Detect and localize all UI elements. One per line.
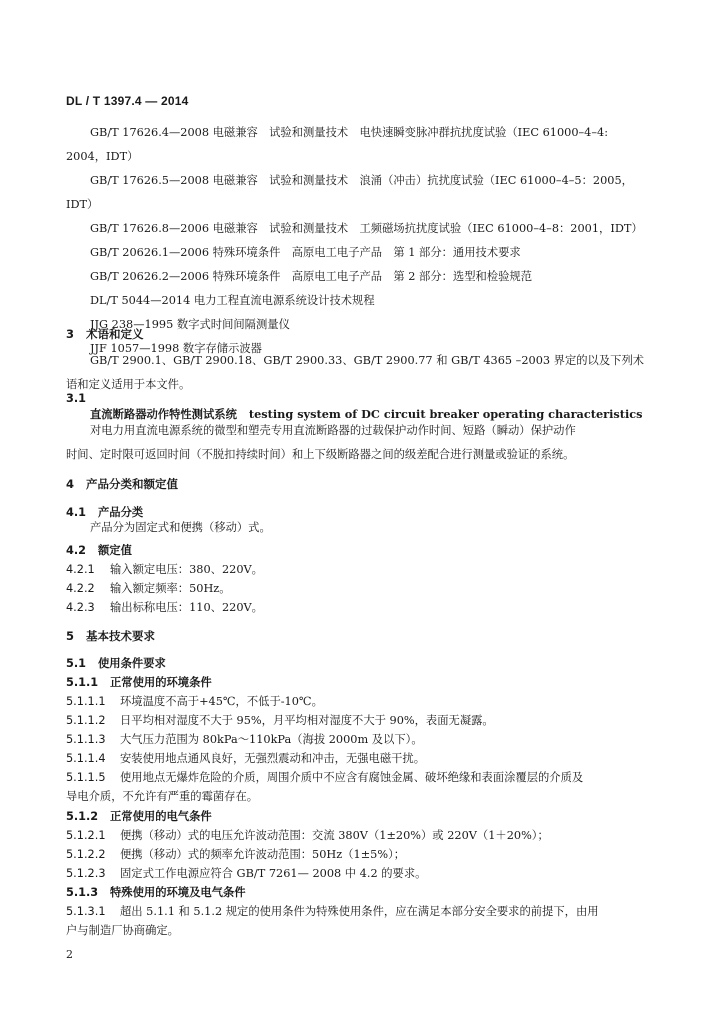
subsection-5-1-heading: 5.1 使用条件要求 xyxy=(66,657,166,670)
environment-item: 5.1.1.3 大气压力范围为 80kPa～110kPa（海拔 2000m 及以下）。 xyxy=(66,733,423,746)
reference-continuation: IDT） xyxy=(66,198,99,211)
section-4-heading: 4 产品分类和额定值 xyxy=(66,477,178,491)
special-condition-continuation: 户与制造厂协商确定。 xyxy=(66,924,179,937)
reference-item: GB/T 20626.1—2006 特殊环境条件 高原电工电子产品 第 1 部分：通用技术要求 xyxy=(90,246,521,259)
reference-item: GB/T 17626.8—2006 电磁兼容 试验和测量技术 工频磁场抗扰度试验（IEC 61000–4–8：2001，IDT） xyxy=(90,222,643,235)
electrical-item: 5.1.2.1 便携（移动）式的电压允许波动范围：交流 380V（1±20%）或 220V（1＋20%）； xyxy=(66,829,549,842)
term-definition: 对电力用直流电源系统的微型和塑壳专用直流断路器的过载保护动作时间、短路（瞬动）保护动作 时间、定时限可返回时间（不脱扣持续时间）和上下级断路器之间的级差配合进行测量或验证的系统。 xyxy=(66,424,576,461)
subsection-4-1-heading: 4.1 产品分类 xyxy=(66,506,144,519)
reference-item: JJG 238—1995 数字式时间间隔测量仪 xyxy=(90,318,290,331)
reference-item: JJF 1057—1998 数字存储示波器 xyxy=(90,342,262,355)
environment-item: 5.1.1.5 使用地点无爆炸危险的介质，周围介质中不应含有腐蚀金属、破坏绝缘和表面涂覆层的介质及 xyxy=(66,771,584,784)
reference-continuation: 2004，IDT） xyxy=(66,150,139,163)
subsection-5-1-3-heading: 5.1.3 特殊使用的环境及电气条件 xyxy=(66,886,246,899)
section-3-intro: GB/T 2900.1、GB/T 2900.18、GB/T 2900.33、GB/T 2900.77 和 GB/T 4365 –2003 界定的以及下列术 语和定义适用于本文件。 xyxy=(66,354,645,391)
environment-item-continuation: 导电介质，不允许有严重的霉菌存在。 xyxy=(66,790,259,803)
rating-item: 4.2.3 输出标称电压：110、220V。 xyxy=(66,601,263,614)
rating-item: 4.2.1 输入额定电压：380、220V。 xyxy=(66,563,263,576)
term-number: 3.1 xyxy=(66,392,87,405)
special-condition-item: 5.1.3.1 超出 5.1.1 和 5.1.2 规定的使用条件为特殊使用条件，应在满足本部分安全要求的前提下，由用 xyxy=(66,905,599,918)
subsection-5-1-2-heading: 5.1.2 正常使用的电气条件 xyxy=(66,810,212,823)
subsection-4-1-text: 产品分为固定式和便携（移动）式。 xyxy=(90,521,271,534)
environment-item: 5.1.1.1 环境温度不高于+45℃，不低于-10℃。 xyxy=(66,695,323,708)
page-number: 2 xyxy=(66,948,73,961)
subsection-5-1-1-heading: 5.1.1 正常使用的环境条件 xyxy=(66,676,212,689)
reference-item: GB/T 20626.2—2006 特殊环境条件 高原电工电子产品 第 2 部分：选型和检验规范 xyxy=(90,270,533,283)
section-3-heading: 3 术语和定义 xyxy=(66,327,144,341)
standard-header: DL / T 1397.4 — 2014 xyxy=(66,94,189,108)
reference-item: DL/T 5044—2014 电力工程直流电源系统设计技术规程 xyxy=(90,294,375,307)
term-title: 直流断路器动作特性测试系统 testing system of DC circuit breaker operating characteristics xyxy=(90,407,643,421)
reference-item: GB/T 17626.4—2008 电磁兼容 试验和测量技术 电快速瞬变脉冲群抗扰度试验（IEC 61000–4–4: xyxy=(90,126,609,139)
electrical-item: 5.1.2.2 便携（移动）式的频率允许波动范围：50Hz（1±5%）； xyxy=(66,848,406,861)
subsection-4-2-heading: 4.2 额定值 xyxy=(66,544,132,557)
electrical-item: 5.1.2.3 固定式工作电源应符合 GB/T 7261— 2008 中 4.2 的要求。 xyxy=(66,867,427,880)
normative-references xyxy=(66,121,686,361)
reference-item: GB/T 17626.5—2008 电磁兼容 试验和测量技术 浪涌（冲击）抗扰度试验（IEC 61000–4–5：2005， xyxy=(90,174,633,187)
environment-item: 5.1.1.4 安装使用地点通风良好，无强烈震动和冲击，无强电磁干扰。 xyxy=(66,752,426,765)
section-5-heading: 5 基本技术要求 xyxy=(66,629,155,643)
environment-item: 5.1.1.2 日平均相对湿度不大于 95%，月平均相对湿度不大于 90%，表面无凝露。 xyxy=(66,714,494,727)
rating-item: 4.2.2 输入额定频率：50Hz。 xyxy=(66,582,231,595)
